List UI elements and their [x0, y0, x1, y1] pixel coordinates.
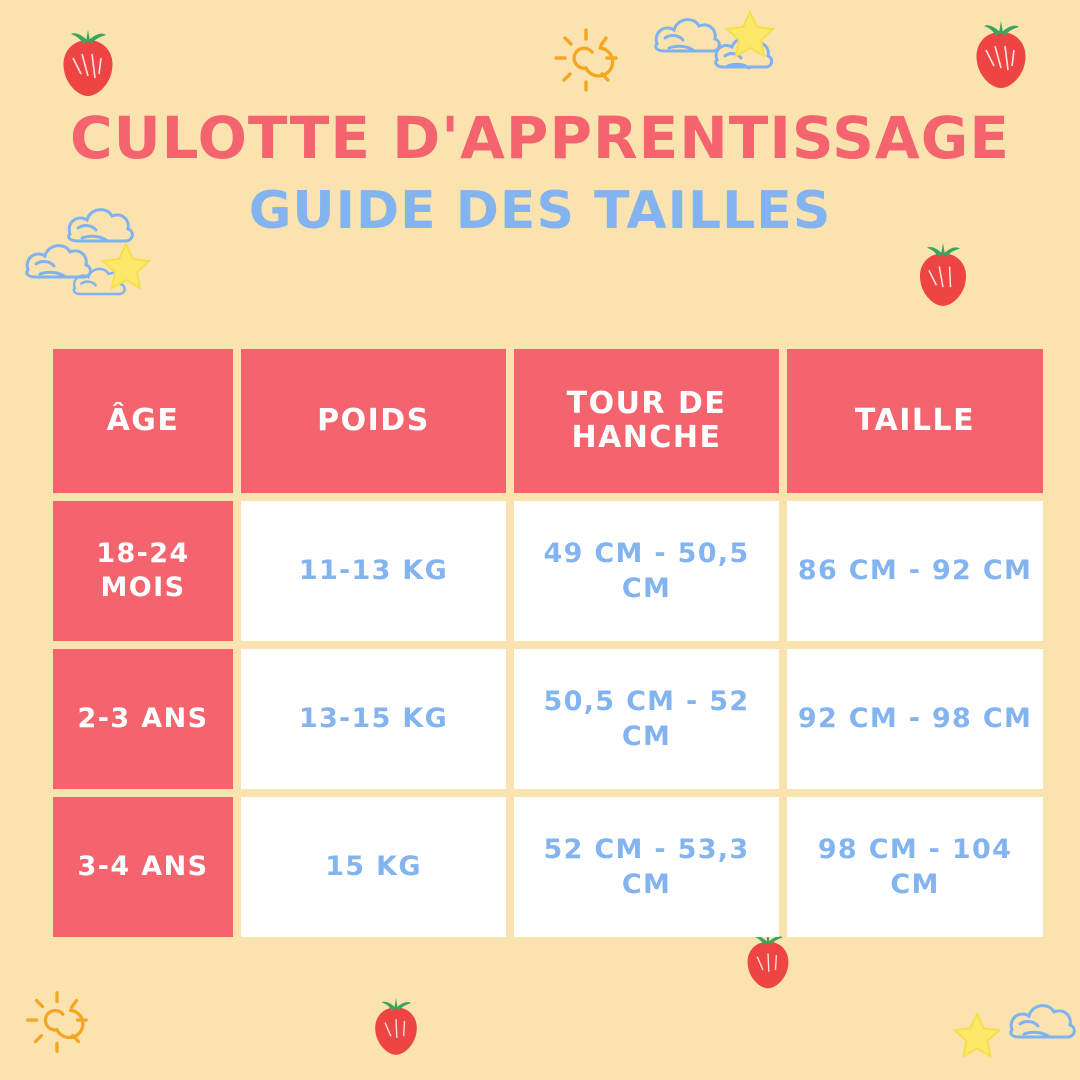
column-header-taille: [787, 349, 1043, 493]
table-cell-taille: [787, 797, 1043, 937]
row-2-poids: 15 KG: [241, 797, 506, 937]
strawberry-icon: [968, 18, 1034, 90]
row-0-poids: 11-13 KG: [241, 501, 506, 641]
table-row: [53, 649, 1043, 789]
column-header-tour-de-hanche: [514, 349, 779, 493]
column-header-age-label: ÂGE: [53, 349, 233, 493]
table-cell-age: [53, 797, 233, 937]
page-subtitle: GUIDE DES TAILLES: [248, 180, 832, 241]
cloud-icon: [645, 8, 795, 80]
strawberry-icon: [368, 995, 424, 1057]
strawberry-icon: [55, 28, 121, 98]
table-cell-hanche: [514, 797, 779, 937]
column-header-age: [53, 349, 233, 493]
table-row: [53, 501, 1043, 641]
column-header-tour-de-hanche-label: TOUR DE HANCHE: [514, 349, 779, 493]
column-header-poids-label: POIDS: [241, 349, 506, 493]
table-cell-hanche: [514, 501, 779, 641]
strawberry-icon: [912, 240, 974, 308]
table-cell-poids: [241, 797, 506, 937]
star-icon: [100, 240, 152, 292]
column-header-poids: [241, 349, 506, 493]
row-2-hanche: 52 CM - 53,3 CM: [514, 797, 779, 937]
table-cell-taille: [787, 501, 1043, 641]
row-2-taille: 98 CM - 104 CM: [787, 797, 1043, 937]
table-body: [53, 501, 1043, 937]
table-cell-age: [53, 649, 233, 789]
table-cell-hanche: [514, 649, 779, 789]
star-icon: [724, 8, 776, 60]
table-header: [53, 349, 1043, 493]
row-0-taille: 86 CM - 92 CM: [787, 501, 1043, 641]
row-0-hanche: 49 CM - 50,5 CM: [514, 501, 779, 641]
sun-icon: [548, 22, 624, 98]
row-1-poids: 13-15 KG: [241, 649, 506, 789]
row-1-hanche: 50,5 CM - 52 CM: [514, 649, 779, 789]
row-1-age: 2-3 ANS: [53, 649, 233, 789]
table-cell-taille: [787, 649, 1043, 789]
row-2-age: 3-4 ANS: [53, 797, 233, 937]
table-header-row: [53, 349, 1043, 493]
table-cell-poids: [241, 649, 506, 789]
sun-icon: [20, 985, 94, 1059]
table-row: [53, 797, 1043, 937]
cloud-icon: [1000, 990, 1080, 1070]
page-title-block: [0, 104, 1080, 241]
size-guide-table: [45, 341, 1051, 945]
column-header-taille-label: TAILLE: [787, 349, 1043, 493]
page-title: CULOTTE D'APPRENTISSAGE: [70, 104, 1010, 172]
table-cell-poids: [241, 501, 506, 641]
table-cell-age: [53, 501, 233, 641]
row-1-taille: 92 CM - 98 CM: [787, 649, 1043, 789]
star-icon: [952, 1010, 1002, 1060]
row-0-age: 18-24 MOIS: [53, 501, 233, 641]
